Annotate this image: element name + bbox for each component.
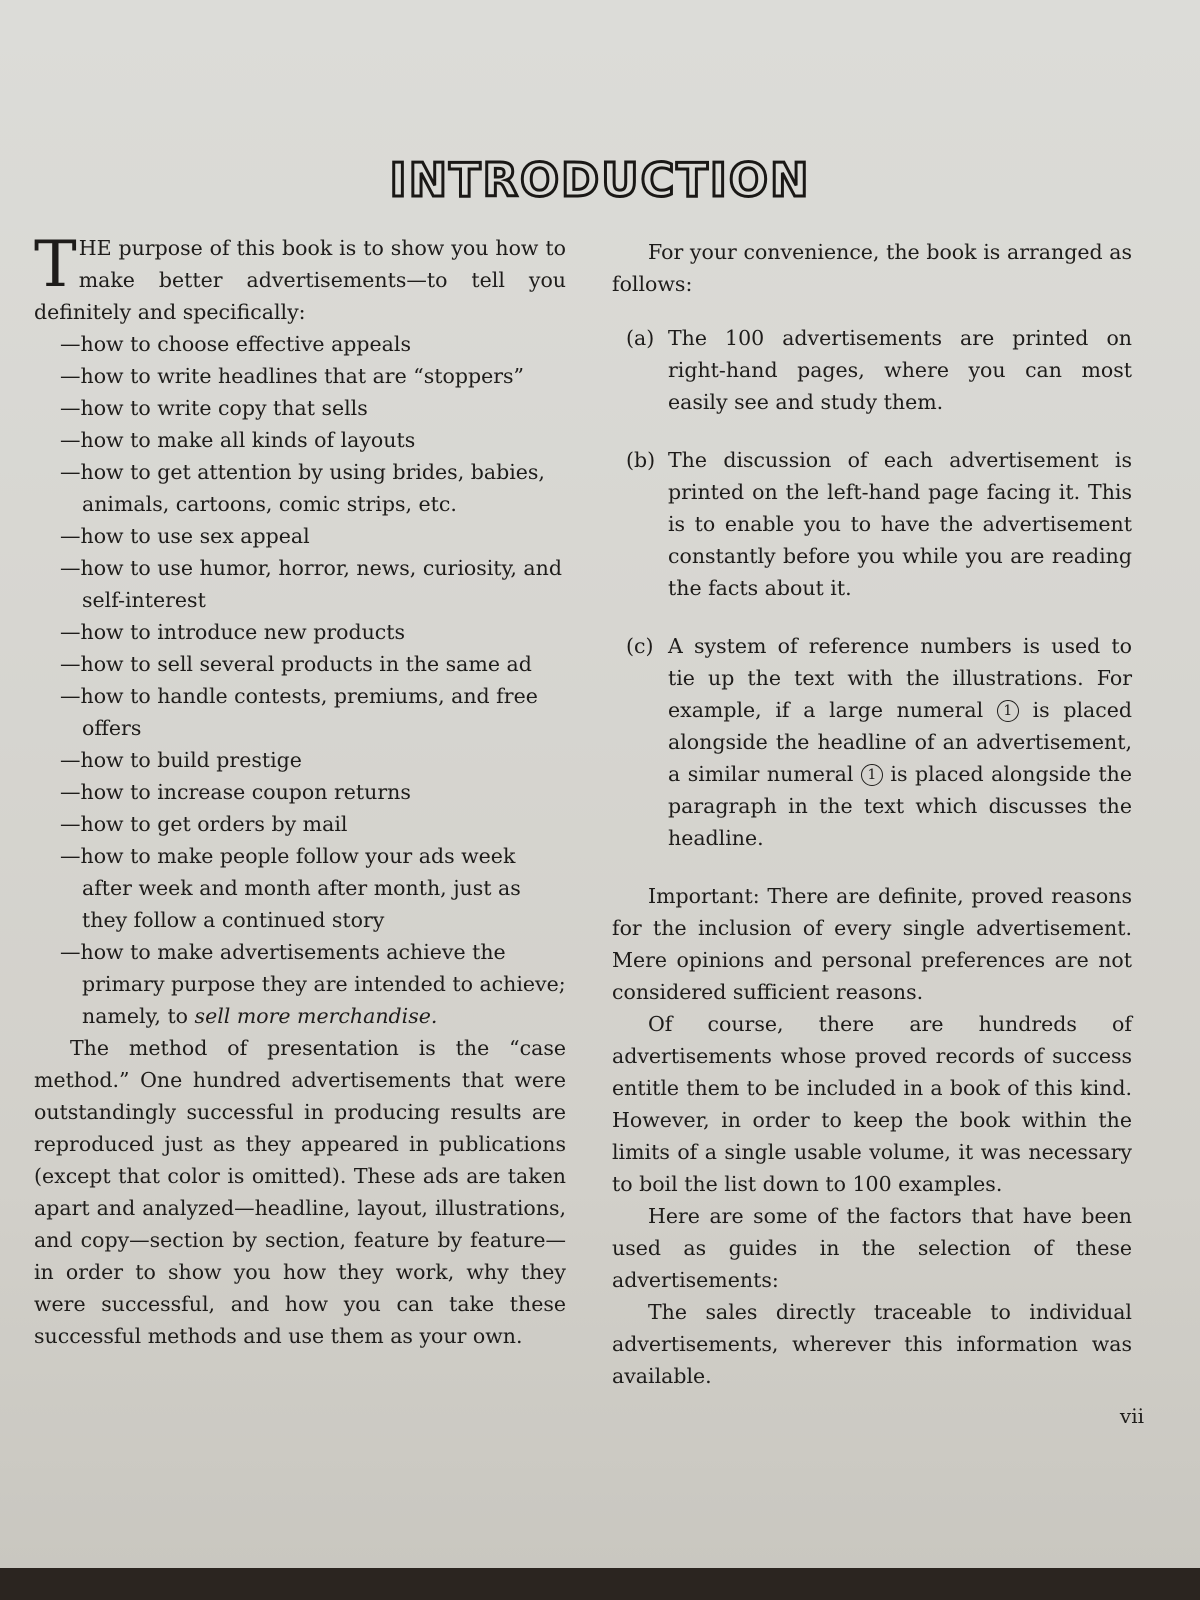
list-item: —how to get attention by using brides, babies, animals, cartoons, comic strips, etc. [60,460,545,516]
of-course-paragraph: Of course, there are hundreds of advertisements whose proved records of success entitle them to be included in a book of this kind. However, in order to keep the book within the limits of a single usable volume, it was necessary to boil the list down to 100 examples. [612,1012,1132,1196]
arrangement-item-c [612,630,1132,854]
purpose-list [34,328,566,1032]
circled-numeral-icon: 1 [861,764,883,786]
item-marker: (a) [626,326,655,350]
item-text: The 100 advertisements are printed on right-hand pages, where you can most easily see and study them. [668,326,1132,414]
intro-text: HE purpose of this book is to show you how to make better advertisements—to tell you definitely and specifically: [34,236,566,324]
item-marker: (b) [626,448,656,472]
list-item: —how to get orders by mail [60,812,348,836]
item-text: The discussion of each advertisement is printed on the left-hand page facing it. This is to enable you to have the advertisement constantly before you while you are reading the facts about it. [668,448,1132,600]
method-paragraph: The method of presentation is the “case method.” One hundred advertisements that were outstandingly successful in producing results are reproduced just as they appeared in publications (except that color is omitted). These ads are taken apart and analyzed—headline, layout, illustrations, and copy—section by section, feature by feature—in order to show you how they work, why they were successful, and how you can take these successful methods and use them as your own. [34,1036,566,1348]
list-item: —how to write headlines that are “stoppers” [60,364,525,388]
list-item: —how to use sex appeal [60,524,310,548]
right-column [612,236,1132,1392]
last-item-italic: sell more merchandise. [194,1004,438,1028]
item-marker: (c) [626,634,654,658]
list-item: —how to introduce new products [60,620,406,644]
list-item: —how to choose effective appeals [60,332,411,356]
list-item: —how to sell several products in the same ad [60,652,532,676]
item-text-3: is placed alongside the paragraph in the text which discusses the headline. [668,762,1132,850]
list-item: —how to make people follow your ads week after week and month after month, just as they follow a continued story [60,844,521,932]
list-item: —how to increase coupon returns [60,780,411,804]
list-item-last [34,936,566,1032]
list-item: —how to build prestige [60,748,302,772]
arrangement-list [612,322,1132,854]
background-surface [0,1568,1200,1600]
drop-cap: T [34,228,77,302]
arrangement-intro: For your convenience, the book is arranged as follows: [612,240,1132,296]
item-text-2: is placed alongside the headline of an advertisement, a similar numeral [668,698,1132,786]
page-number: vii [1119,1404,1144,1428]
sales-paragraph: The sales directly traceable to individual advertisements, wherever this information was available. [612,1300,1132,1388]
list-item: —how to make all kinds of layouts [60,428,416,452]
circled-numeral-icon: 1 [997,700,1019,722]
factors-paragraph: Here are some of the factors that have been used as guides in the selection of these advertisements: [612,1204,1132,1292]
list-item: —how to use humor, horror, news, curiosity, and self-interest [60,556,562,612]
left-column [34,228,566,1352]
arrangement-item-a [612,322,1132,418]
important-paragraph: Important: There are definite, proved reasons for the inclusion of every single advertisement. Mere opinions and personal preferences are not considered sufficient reasons. [612,884,1132,1004]
list-item: —how to write copy that sells [60,396,368,420]
item-text-1: A system of reference numbers is used to tie up the text with the illustrations. For example, if a large numeral [668,634,1132,722]
intro-paragraph [34,228,566,328]
list-item: —how to handle contests, premiums, and free offers [60,684,538,740]
last-item-lead: —how to make advertisements achieve the primary purpose they are intended to achieve; namely, to [60,940,566,1028]
page-title: INTRODUCTION [389,153,811,207]
arrangement-item-b [612,444,1132,604]
